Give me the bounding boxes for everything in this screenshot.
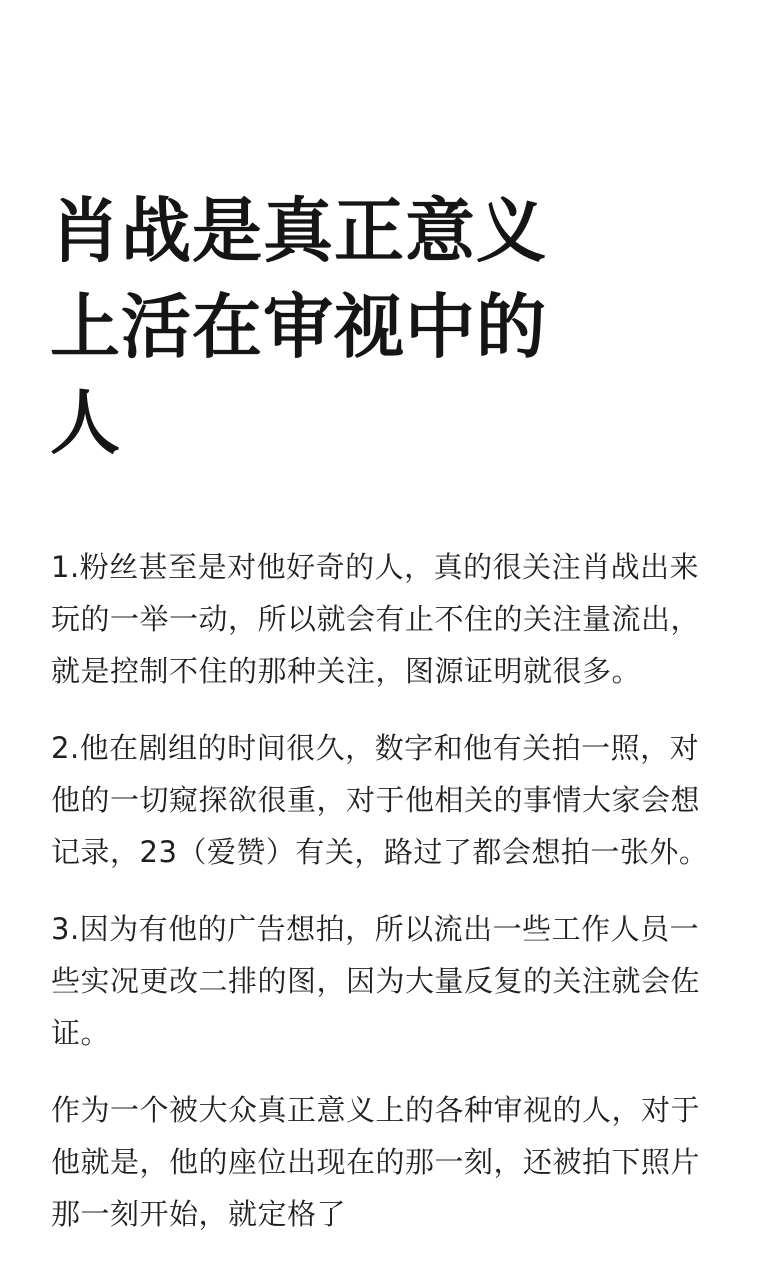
article-body	[51, 541, 731, 1265]
paragraph-line: 作为一个被大众真正意义上的各种审视的人，对于	[51, 1093, 701, 1127]
title-line: 上活在审视中的	[50, 286, 547, 368]
paragraph-2	[51, 722, 731, 878]
title-line: 肖战是真正意义	[50, 190, 547, 272]
paragraph-4	[51, 1084, 731, 1240]
paragraph-line: 那一刻开始，就定格了	[51, 1197, 347, 1231]
paragraph-line: 2.他在剧组的时间很久，数字和他有关拍一照，对	[51, 731, 700, 765]
paragraph-line: 1.粉丝甚至是对他好奇的人，真的很关注肖战出来	[51, 550, 700, 584]
title-line: 人	[50, 382, 121, 464]
paragraph-3	[51, 903, 731, 1059]
paragraph-line: 他的一切窥探欲很重，对于他相关的事情大家会想	[51, 783, 701, 817]
paragraph-line: 就是控制不住的那种关注，图源证明就很多。	[51, 654, 642, 688]
paragraph-line: 他就是，他的座位出现在的那一刻，还被拍下照片	[51, 1145, 701, 1179]
paragraph-1	[51, 541, 731, 697]
paragraph-line: 些实况更改二排的图，因为大量反复的关注就会佐	[51, 964, 701, 998]
article-title	[50, 183, 610, 471]
paragraph-line: 记录，23（爱赞）有关，路过了都会想拍一张外。	[51, 835, 709, 869]
paragraph-line: 3.因为有他的广告想拍，所以流出一些工作人员一	[51, 912, 700, 946]
paragraph-line: 证。	[51, 1016, 111, 1050]
paragraph-line: 玩的一举一动，所以就会有止不住的关注量流出，	[51, 602, 701, 636]
